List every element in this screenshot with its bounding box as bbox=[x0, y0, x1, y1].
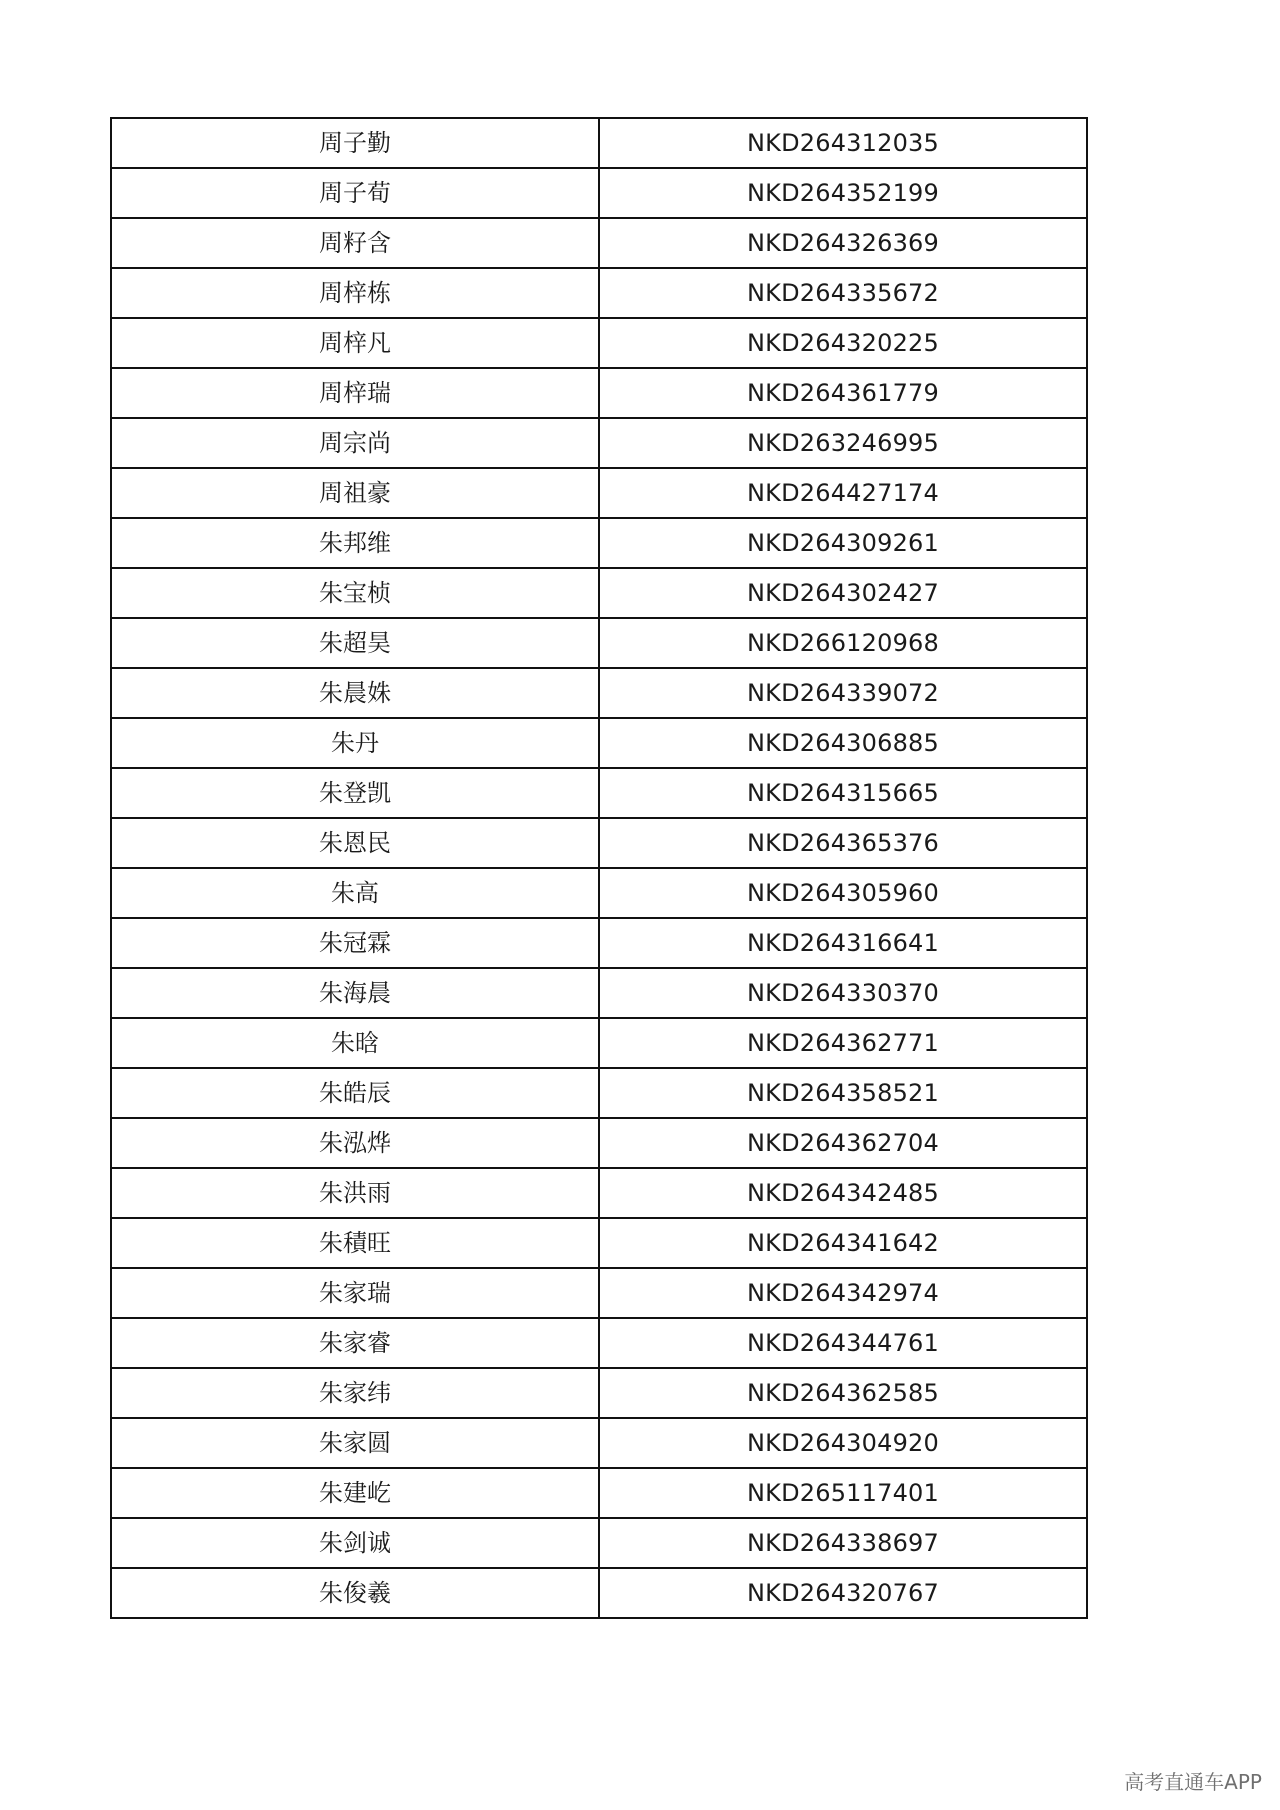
table-row bbox=[111, 1518, 1087, 1568]
table-row bbox=[111, 468, 1087, 518]
name-cell: 周宗尚 bbox=[111, 418, 599, 468]
table-row bbox=[111, 168, 1087, 218]
name-cell: 朱冠霖 bbox=[111, 918, 599, 968]
watermark: 高考直通车APP bbox=[1124, 1770, 1262, 1794]
name-cell: 朱家睿 bbox=[111, 1318, 599, 1368]
name-cell: 周祖豪 bbox=[111, 468, 599, 518]
id-cell: NKD264358521 bbox=[599, 1068, 1087, 1118]
name-cell: 朱登凯 bbox=[111, 768, 599, 818]
name-cell: 朱泓烨 bbox=[111, 1118, 599, 1168]
id-cell: NKD264320225 bbox=[599, 318, 1087, 368]
table-row bbox=[111, 118, 1087, 168]
id-cell: NKD264362585 bbox=[599, 1368, 1087, 1418]
table-row bbox=[111, 668, 1087, 718]
table-row bbox=[111, 1368, 1087, 1418]
name-cell: 朱家圆 bbox=[111, 1418, 599, 1468]
name-cell: 朱家瑞 bbox=[111, 1268, 599, 1318]
name-cell: 朱恩民 bbox=[111, 818, 599, 868]
id-cell: NKD264427174 bbox=[599, 468, 1087, 518]
id-cell: NKD266120968 bbox=[599, 618, 1087, 668]
name-cell: 朱邦维 bbox=[111, 518, 599, 568]
table-row bbox=[111, 268, 1087, 318]
id-cell: NKD264362771 bbox=[599, 1018, 1087, 1068]
table-row bbox=[111, 1118, 1087, 1168]
roster-table bbox=[110, 117, 1088, 1619]
table-row bbox=[111, 1018, 1087, 1068]
name-cell: 朱海晨 bbox=[111, 968, 599, 1018]
id-cell: NKD264316641 bbox=[599, 918, 1087, 968]
table-row bbox=[111, 968, 1087, 1018]
id-cell: NKD264361779 bbox=[599, 368, 1087, 418]
name-cell: 朱皓辰 bbox=[111, 1068, 599, 1118]
name-cell: 朱晨姝 bbox=[111, 668, 599, 718]
roster-table-body bbox=[111, 118, 1087, 1618]
id-cell: NKD264341642 bbox=[599, 1218, 1087, 1268]
name-cell: 朱建屹 bbox=[111, 1468, 599, 1518]
name-cell: 朱丹 bbox=[111, 718, 599, 768]
table-row bbox=[111, 368, 1087, 418]
table-row bbox=[111, 1468, 1087, 1518]
table-row bbox=[111, 868, 1087, 918]
name-cell: 朱高 bbox=[111, 868, 599, 918]
id-cell: NKD264305960 bbox=[599, 868, 1087, 918]
table-row bbox=[111, 218, 1087, 268]
table-row bbox=[111, 1268, 1087, 1318]
name-cell: 朱超昊 bbox=[111, 618, 599, 668]
name-cell: 朱宝桢 bbox=[111, 568, 599, 618]
table-row bbox=[111, 1218, 1087, 1268]
id-cell: NKD265117401 bbox=[599, 1468, 1087, 1518]
table-row bbox=[111, 1068, 1087, 1118]
id-cell: NKD264330370 bbox=[599, 968, 1087, 1018]
name-cell: 朱晗 bbox=[111, 1018, 599, 1068]
name-cell: 朱俊羲 bbox=[111, 1568, 599, 1618]
table-row bbox=[111, 768, 1087, 818]
id-cell: NKD264342974 bbox=[599, 1268, 1087, 1318]
table-row bbox=[111, 568, 1087, 618]
table-row bbox=[111, 818, 1087, 868]
table-row bbox=[111, 1318, 1087, 1368]
name-cell: 周子荀 bbox=[111, 168, 599, 218]
table-row bbox=[111, 318, 1087, 368]
id-cell: NKD264315665 bbox=[599, 768, 1087, 818]
name-cell: 朱剑诚 bbox=[111, 1518, 599, 1568]
id-cell: NKD264304920 bbox=[599, 1418, 1087, 1468]
id-cell: NKD264338697 bbox=[599, 1518, 1087, 1568]
name-cell: 朱家纬 bbox=[111, 1368, 599, 1418]
id-cell: NKD264312035 bbox=[599, 118, 1087, 168]
table-row bbox=[111, 518, 1087, 568]
name-cell: 周梓栋 bbox=[111, 268, 599, 318]
id-cell: NKD264326369 bbox=[599, 218, 1087, 268]
id-cell: NKD264320767 bbox=[599, 1568, 1087, 1618]
table-row bbox=[111, 1568, 1087, 1618]
table-row bbox=[111, 918, 1087, 968]
name-cell: 周子勤 bbox=[111, 118, 599, 168]
id-cell: NKD264362704 bbox=[599, 1118, 1087, 1168]
table-row bbox=[111, 718, 1087, 768]
name-cell: 周梓凡 bbox=[111, 318, 599, 368]
name-cell: 周梓瑞 bbox=[111, 368, 599, 418]
id-cell: NKD264309261 bbox=[599, 518, 1087, 568]
name-cell: 周籽含 bbox=[111, 218, 599, 268]
id-cell: NKD264365376 bbox=[599, 818, 1087, 868]
id-cell: NKD264344761 bbox=[599, 1318, 1087, 1368]
table-row bbox=[111, 618, 1087, 668]
id-cell: NKD264352199 bbox=[599, 168, 1087, 218]
name-cell: 朱積旺 bbox=[111, 1218, 599, 1268]
name-cell: 朱洪雨 bbox=[111, 1168, 599, 1218]
table-row bbox=[111, 1168, 1087, 1218]
id-cell: NKD264335672 bbox=[599, 268, 1087, 318]
id-cell: NKD264339072 bbox=[599, 668, 1087, 718]
id-cell: NKD264306885 bbox=[599, 718, 1087, 768]
id-cell: NKD264342485 bbox=[599, 1168, 1087, 1218]
id-cell: NKD263246995 bbox=[599, 418, 1087, 468]
table-row bbox=[111, 418, 1087, 468]
table-row bbox=[111, 1418, 1087, 1468]
id-cell: NKD264302427 bbox=[599, 568, 1087, 618]
